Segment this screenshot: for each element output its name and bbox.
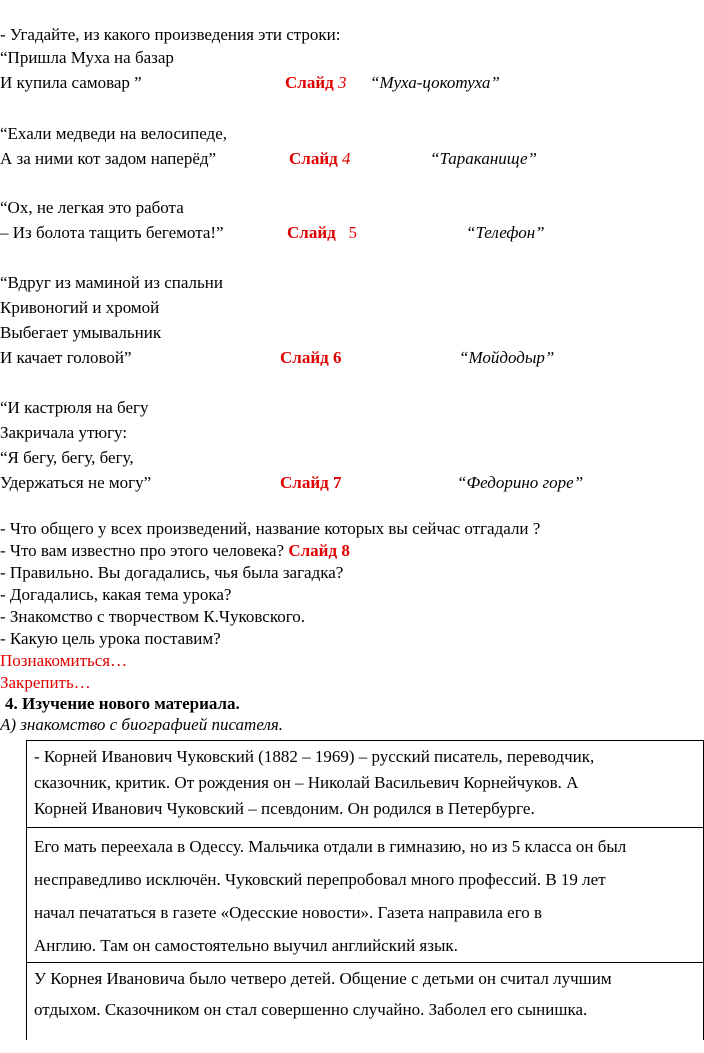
- goal-1: Познакомиться…: [0, 651, 128, 670]
- riddle-5-slide: [280, 473, 341, 493]
- riddle-5-line-4: Удержаться не могу”: [0, 473, 152, 492]
- row-2-line-3: начал печататься в газете «Одесские новости». Газета направила его в: [34, 903, 543, 922]
- slide-number: 6: [332, 348, 342, 367]
- row-3-line-2: отдыхом. Сказочником он стал совершенно случайно. Заболел его сынишка.: [34, 1000, 588, 1019]
- question-4: - Догадались, какая тема урока?: [0, 585, 232, 604]
- row-1-line-2: сказочник, критик. От рождения он – Николай Васильевич Корнейчуков. А: [34, 773, 579, 792]
- riddle-1-line-1: “Пришла Муха на базар: [0, 48, 174, 67]
- question-5: - Знакомство с творчеством К.Чуковского.: [0, 607, 306, 626]
- riddle-3-slide: [287, 223, 357, 243]
- slide-word: Слайд: [287, 223, 336, 242]
- riddle-5-line-2: Закричала утюгу:: [0, 423, 128, 442]
- biography-table: [26, 740, 704, 1040]
- riddle-2-slide: [289, 149, 350, 169]
- riddle-4-line-4: И качает головой”: [0, 348, 132, 367]
- riddle-3-line-1: “Ох, не легкая это работа: [0, 198, 184, 217]
- goal-2: Закрепить…: [0, 673, 91, 692]
- riddle-2-answer: “Тараканище”: [430, 149, 538, 168]
- riddle-3-answer: “Телефон”: [466, 223, 545, 242]
- section-subheading: А) знакомство с биографией писателя.: [0, 715, 284, 734]
- riddle-5-line-1: “И кастрюля на бегу: [0, 398, 149, 417]
- question-2-text: - Что вам известно про этого человека?: [0, 541, 285, 560]
- riddle-4-answer: “Мойдодыр”: [459, 348, 555, 367]
- table-row-1: [27, 741, 703, 828]
- riddle-2-line-2: А за ними кот задом наперёд”: [0, 149, 217, 168]
- slide-word: Слайд: [285, 73, 334, 92]
- riddle-1-line-2: И купила самовар ”: [0, 73, 142, 92]
- riddle-1-slide: [285, 73, 346, 93]
- row-2-line-1: Его мать переехала в Одессу. Мальчика отдали в гимназию, но из 5 класса он был: [34, 837, 627, 856]
- slide-word: Слайд: [280, 473, 329, 492]
- table-row-2: [27, 828, 703, 963]
- riddle-4-line-2: Кривоногий и хромой: [0, 298, 160, 317]
- riddle-4-line-1: “Вдруг из маминой из спальни: [0, 273, 223, 292]
- riddle-3-line-2: – Из болота тащить бегемота!”: [0, 223, 224, 242]
- question-1: - Что общего у всех произведений, название которых вы сейчас отгадали ?: [0, 519, 541, 538]
- slide-word: Слайд: [280, 348, 329, 367]
- riddle-1-answer: “Муха-цокотуха”: [370, 73, 500, 92]
- slide-number: 4: [341, 149, 351, 168]
- riddle-4-slide: [280, 348, 341, 368]
- row-3-line-1: У Корнея Ивановича было четверо детей. Общение с детьми он считал лучшим: [34, 969, 612, 988]
- table-row-3: [27, 963, 703, 1053]
- riddle-4-line-3: Выбегает умывальник: [0, 323, 162, 342]
- row-2-line-4: Англию. Там он самостоятельно выучил английский язык.: [34, 936, 458, 955]
- row-2-line-2: несправедливо исключён. Чуковский перепробовал много профессий. В 19 лет: [34, 870, 606, 889]
- intro-line: - Угадайте, из какого произведения эти строки:: [0, 25, 341, 44]
- section-heading: 4. Изучение нового материала.: [5, 694, 240, 713]
- slide-number: 3: [337, 73, 347, 92]
- slide-word: Слайд: [289, 149, 338, 168]
- question-2-slide: Слайд 8: [288, 541, 350, 560]
- riddle-5-line-3: “Я бегу, бегу, бегу,: [0, 448, 134, 467]
- question-2: [0, 541, 350, 561]
- row-1-line-1: - Корней Иванович Чуковский (1882 – 1969) – русский писатель, переводчик,: [34, 747, 595, 766]
- row-1-line-3: Корней Иванович Чуковский – псевдоним. Он родился в Петербурге.: [34, 799, 535, 818]
- riddle-2-line-1: “Ехали медведи на велосипеде,: [0, 124, 227, 143]
- slide-number: 7: [332, 473, 342, 492]
- question-6: - Какую цель урока поставим?: [0, 629, 221, 648]
- slide-number: 5: [348, 223, 357, 242]
- riddle-5-answer: “Федорино горе”: [457, 473, 584, 492]
- question-3: - Правильно. Вы догадались, чья была загадка?: [0, 563, 344, 582]
